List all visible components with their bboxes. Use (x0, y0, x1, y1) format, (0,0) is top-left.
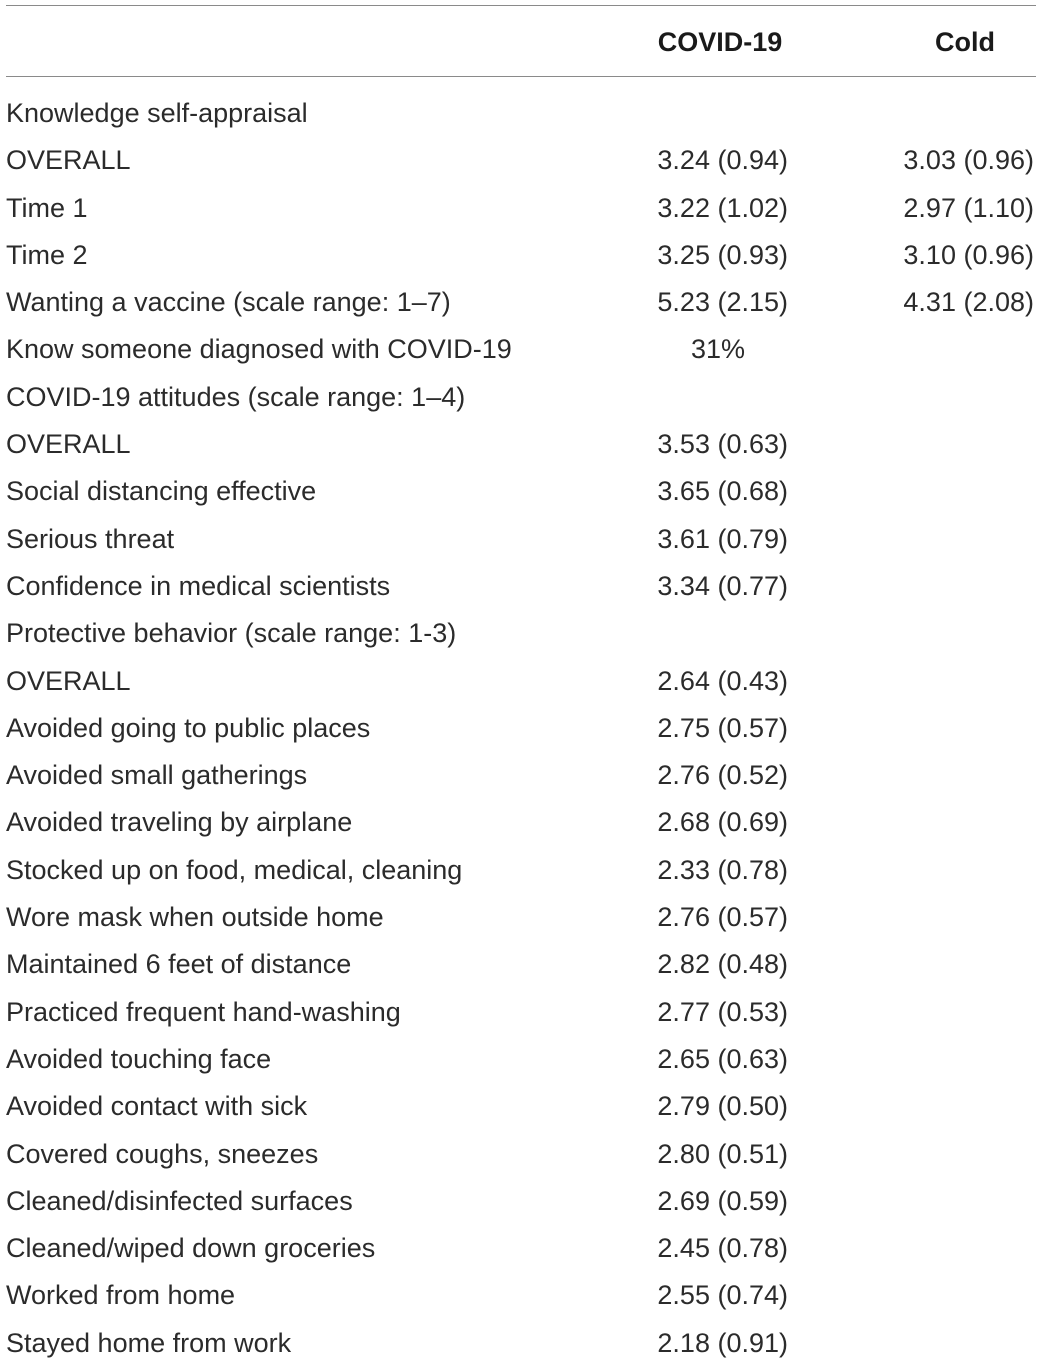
table-row (0, 185, 1040, 232)
cold-value (830, 468, 1034, 515)
cold-value (830, 1083, 1034, 1130)
covid-value: 3.25 (0.93) (657, 239, 788, 270)
table-row (0, 232, 1040, 279)
row-label: OVERALL (6, 665, 131, 696)
table-row (0, 1225, 1040, 1272)
table-row (0, 137, 1040, 184)
cold-value (830, 90, 1034, 137)
row-label: Social distancing effective (6, 476, 317, 507)
row-label: Cleaned/wiped down groceries (6, 1233, 376, 1264)
row-label: Stocked up on food, medical, cleaning (6, 854, 463, 885)
row-label: Wore mask when outside home (6, 902, 384, 933)
covid-value: 3.22 (1.02) (657, 192, 788, 223)
table-row (0, 658, 1040, 705)
covid-value: 3.34 (0.77) (657, 570, 788, 601)
table-row (0, 847, 1040, 894)
cold-value (830, 1320, 1034, 1367)
cold-value (830, 1225, 1034, 1272)
row-label: Knowledge self-appraisal (6, 98, 308, 128)
table-row (0, 705, 1040, 752)
covid-value (580, 374, 788, 421)
row-label: Stayed home from work (6, 1327, 292, 1358)
covid-value: 2.82 (0.48) (657, 949, 788, 980)
row-label: Time 2 (6, 239, 88, 270)
covid-value: 2.64 (0.43) (657, 665, 788, 696)
row-label: COVID-19 attitudes (scale range: 1–4) (6, 381, 466, 412)
row-label: Confidence in medical scientists (6, 570, 391, 601)
covid-value: 2.76 (0.57) (657, 902, 788, 933)
row-label: Avoided small gatherings (6, 760, 308, 791)
cold-value (830, 658, 1034, 705)
column-header-cold: Cold (935, 27, 995, 57)
covid-value: 31% (690, 334, 746, 365)
cold-value: 3.03 (0.96) (903, 145, 1034, 176)
covid-value: 2.55 (0.74) (657, 1280, 788, 1311)
covid-value (580, 90, 788, 137)
row-label: Practiced frequent hand-washing (6, 996, 401, 1027)
covid-value: 2.77 (0.53) (657, 996, 788, 1027)
cold-value (830, 799, 1034, 846)
row-label: Avoided contact with sick (6, 1091, 308, 1122)
table-top-rule (6, 5, 1036, 6)
table-row (0, 941, 1040, 988)
table-row (0, 516, 1040, 563)
covid-value: 2.68 (0.69) (657, 807, 788, 838)
row-label: Maintained 6 feet of distance (6, 949, 352, 980)
cold-value (830, 1178, 1034, 1225)
table-row (0, 989, 1040, 1036)
table-row (0, 752, 1040, 799)
covid-value: 3.61 (0.79) (657, 523, 788, 554)
row-label: Cleaned/disinfected surfaces (6, 1185, 353, 1216)
table-row (0, 894, 1040, 941)
row-label: Avoided touching face (6, 1043, 272, 1074)
row-label: OVERALL (6, 429, 131, 460)
table-body (0, 90, 1040, 1367)
covid-value: 2.69 (0.59) (657, 1185, 788, 1216)
table-row (0, 279, 1040, 326)
row-label: Worked from home (6, 1280, 236, 1311)
cold-value (830, 752, 1034, 799)
cold-value: 4.31 (2.08) (903, 287, 1034, 318)
table-row (0, 326, 1040, 373)
row-label: Avoided traveling by airplane (6, 807, 353, 838)
row-label: Wanting a vaccine (scale range: 1–7) (6, 287, 451, 318)
covid-value: 2.80 (0.51) (657, 1138, 788, 1169)
table-row (0, 610, 1040, 657)
covid-value: 3.53 (0.63) (657, 429, 788, 460)
covid-value: 2.79 (0.50) (657, 1091, 788, 1122)
row-label: Serious threat (6, 523, 175, 554)
covid-value: 2.18 (0.91) (657, 1327, 788, 1358)
covid-value: 2.33 (0.78) (657, 854, 788, 885)
row-label: Avoided going to public places (6, 712, 371, 743)
row-label: Know someone diagnosed with COVID-19 (6, 334, 512, 365)
table-row (0, 421, 1040, 468)
cold-value (830, 989, 1034, 1036)
cold-value (830, 421, 1034, 468)
cold-value: 3.10 (0.96) (903, 239, 1034, 270)
cold-value (830, 516, 1034, 563)
table-header-rule (6, 76, 1036, 77)
covid-value: 2.45 (0.78) (657, 1233, 788, 1264)
covid-value: 2.75 (0.57) (657, 712, 788, 743)
covid-value: 2.76 (0.52) (657, 760, 788, 791)
table-row (0, 374, 1040, 421)
covid-value: 3.65 (0.68) (657, 476, 788, 507)
table-row (0, 1178, 1040, 1225)
table-row (0, 1320, 1040, 1367)
table-row (0, 1272, 1040, 1319)
covid-value: 5.23 (2.15) (657, 287, 788, 318)
cold-value (830, 374, 1034, 421)
row-label: Protective behavior (scale range: 1-3) (6, 618, 457, 649)
table-row (0, 1131, 1040, 1178)
column-header-covid: COVID-19 (657, 27, 783, 57)
cold-value (830, 941, 1034, 988)
cold-value (830, 847, 1034, 894)
covid-value: 2.65 (0.63) (657, 1043, 788, 1074)
table-row (0, 563, 1040, 610)
cold-value (830, 1036, 1034, 1083)
table-row (0, 799, 1040, 846)
table-row (0, 1036, 1040, 1083)
cold-value (830, 563, 1034, 610)
table-row (0, 90, 1040, 137)
cold-value (830, 894, 1034, 941)
table-row (0, 468, 1040, 515)
cold-value (830, 705, 1034, 752)
row-label: Covered coughs, sneezes (6, 1138, 319, 1169)
row-label: Time 1 (6, 192, 88, 223)
row-label: OVERALL (6, 145, 131, 176)
cold-value (830, 1131, 1034, 1178)
cold-value (830, 610, 1034, 657)
table-row (0, 1083, 1040, 1130)
covid-value: 3.24 (0.94) (657, 145, 788, 176)
cold-value (830, 326, 1034, 373)
cold-value (830, 1272, 1034, 1319)
covid-value (580, 610, 788, 657)
cold-value: 2.97 (1.10) (903, 192, 1034, 223)
